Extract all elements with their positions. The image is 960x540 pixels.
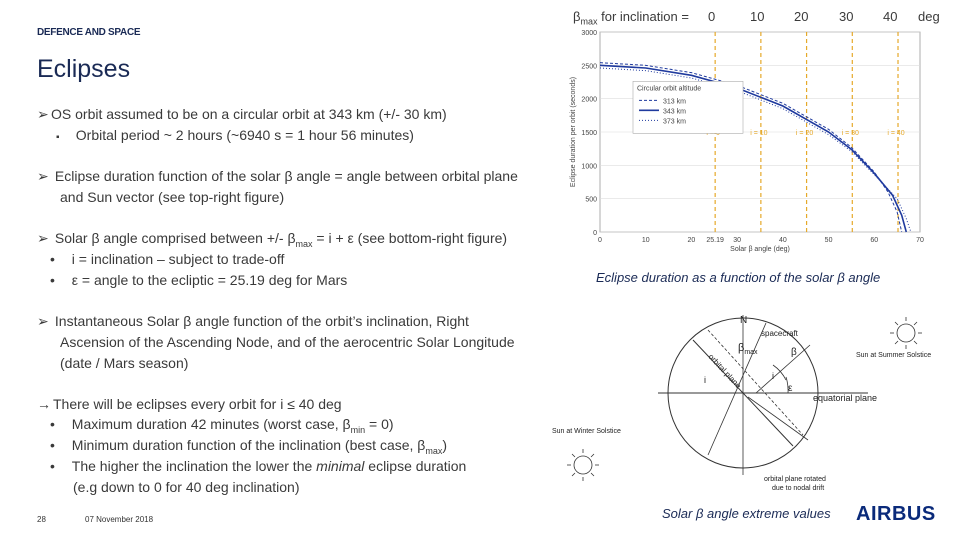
- bullet-eclipses-every-orbit: [37, 394, 342, 415]
- brand-label: DEFENCE AND SPACE: [37, 27, 141, 38]
- spacecraft-label: spacecraft: [761, 329, 798, 338]
- emphasis-text: minimal: [316, 458, 365, 474]
- subscript: max: [295, 238, 313, 249]
- bullet-text: = i + ε (see bottom-right figure): [312, 230, 508, 246]
- inclination-i-label: i: [772, 371, 774, 381]
- diagram-caption: Solar β angle extreme values: [662, 506, 831, 521]
- north-label: N: [740, 315, 748, 326]
- bullet-text: Minimum duration function of the inclination (best case, β: [71, 437, 426, 453]
- y-tick-label: 2000: [581, 96, 597, 104]
- subscript: max: [580, 16, 598, 27]
- inclination-i-label: i: [704, 375, 706, 385]
- sub-bullet-inclination: [50, 249, 284, 270]
- bullet-text-cont: Ascension of the Ascending Node, and of the aerocentric Solar Longitude: [60, 334, 515, 350]
- bullet-instantaneous: [37, 311, 469, 332]
- legend-entry: 313 km: [663, 98, 686, 106]
- legend-entry: 373 km: [663, 118, 686, 126]
- y-tick-label: 0: [593, 230, 597, 237]
- beta-label: β: [791, 347, 797, 358]
- dot-bullet-icon: •: [50, 416, 55, 432]
- subscript: max: [425, 445, 443, 456]
- inclination-vline-label: i = 10: [750, 130, 768, 137]
- inclination-value: 40: [883, 9, 898, 24]
- rotated-plane-label: orbital plane rotated: [764, 476, 826, 483]
- bullet-text: There will be eclipses every orbit for i ≤ 40 deg: [53, 396, 342, 412]
- x-tick-label: 10: [641, 237, 650, 244]
- dot-bullet-icon: •: [50, 272, 55, 288]
- x-tick-label: 0: [598, 237, 602, 244]
- y-tick-label: 500: [585, 196, 597, 204]
- x-tick-label: 50: [824, 237, 833, 244]
- y-tick-label: 1500: [581, 130, 597, 137]
- x-axis-label: Solar β angle (deg): [730, 246, 790, 253]
- bullet-text: i = inclination – subject to trade-off: [71, 251, 285, 267]
- sun-ray-line: [756, 345, 810, 393]
- bullet-text: Eclipse duration function of the solar β angle = angle between orbital plane: [54, 168, 518, 184]
- inclination-value: 30: [839, 9, 854, 24]
- y-tick-label: 2500: [581, 63, 597, 71]
- inclination-unit: deg: [918, 9, 940, 24]
- epsilon-label: ε: [788, 383, 793, 394]
- y-tick-label: 3000: [581, 30, 597, 37]
- arrow-bullet-icon: ➢: [37, 168, 49, 184]
- subscript: min: [350, 424, 366, 435]
- bullet-orbit: [37, 104, 447, 125]
- beta-angle-diagram: [548, 305, 948, 500]
- bullet-text: eclipse duration: [364, 458, 467, 474]
- bullet-text: ε = angle to the ecliptic = 25.19 deg for Mars: [71, 272, 348, 288]
- inclination-value: 20: [794, 9, 809, 24]
- bullet-text: Orbital period ~ 2 hours (~6940 s = 1 hour 56 minutes): [75, 127, 414, 143]
- logo-text: AIRBUS: [856, 503, 936, 525]
- dot-bullet-icon: •: [50, 437, 55, 453]
- bullet-text: ): [442, 437, 448, 453]
- label-text: for inclination =: [597, 9, 689, 24]
- sun-summer-label: Sun at Summer Solstice: [856, 352, 932, 359]
- sun-winter-icon: [567, 449, 599, 481]
- equatorial-plane-label: equatorial plane: [813, 393, 878, 403]
- dot-bullet-icon: •: [50, 458, 55, 474]
- page-title: Eclipses: [37, 55, 131, 83]
- sun-ray-line: [748, 397, 808, 440]
- x-tick-label: 30: [733, 237, 742, 244]
- inclination-value: 10: [750, 9, 765, 24]
- bullet-text: The higher the inclination the lower the: [71, 458, 317, 474]
- x-tick-label: 60: [870, 237, 879, 244]
- label-text: β: [573, 9, 581, 24]
- beta-max-label: $\beta_{max}$: [738, 342, 758, 356]
- arrow-bullet-icon: ➢: [37, 313, 49, 329]
- airbus-logo: [856, 503, 936, 526]
- dot-bullet-icon: •: [50, 251, 55, 267]
- square-bullet-icon: ▪: [56, 132, 60, 143]
- bullet-text: Maximum duration 42 minutes (worst case, β: [71, 416, 351, 432]
- bullet-eclipse-duration: [37, 166, 518, 187]
- y-tick-label: 1000: [581, 163, 597, 171]
- bullet-text-cont: (e.g down to 0 for 40 deg inclination): [73, 479, 300, 495]
- sub-bullet-ecliptic: [50, 270, 347, 291]
- x-tick-label: 25.19: [706, 237, 724, 244]
- inclination-vline-label: i = 30: [841, 130, 859, 137]
- legend-entry: 343 km: [663, 108, 686, 116]
- bullet-text: Solar β angle comprised between +/- β: [54, 230, 296, 246]
- x-tick-label: 40: [778, 237, 787, 244]
- sub-bullet-period: [56, 125, 414, 148]
- x-tick-label: 70: [916, 237, 924, 244]
- footer-date: 07 November 2018: [85, 515, 154, 524]
- right-arrow-icon: →: [37, 396, 51, 412]
- y-axis-label: Eclipse duration per orbit (seconds): [570, 76, 577, 188]
- inclination-vline-label: i = 40: [887, 130, 905, 137]
- inclination-vline-label: i = 20: [795, 130, 814, 137]
- bullet-text: Instantaneous Solar β angle function of the orbit’s inclination, Right: [54, 313, 469, 329]
- sun-summer-icon: [890, 317, 922, 349]
- x-tick-label: 20: [687, 237, 696, 244]
- bullet-text-cont: (date / Mars season): [60, 355, 189, 371]
- inclination-value: 0: [708, 9, 716, 24]
- bullet-text-cont: and Sun vector (see top-right figure): [60, 189, 285, 205]
- bullet-text: = 0): [365, 416, 394, 432]
- chart-caption: Eclipse duration as a function of the solar β angle: [596, 270, 881, 285]
- legend-title: Circular orbit altitude: [637, 85, 702, 93]
- eclipse-duration-chart: [565, 22, 937, 264]
- sun-winter-label: Sun at Winter Solstice: [552, 428, 621, 435]
- orbital-plane-label: orbital plane: [706, 352, 743, 391]
- bullet-text: OS orbit assumed to be on a circular orbit at 343 km (+/- 30 km): [51, 106, 447, 122]
- arrow-bullet-icon: ➢: [37, 106, 49, 122]
- rotated-plane-label: due to nodal drift: [772, 485, 825, 492]
- arrow-bullet-icon: ➢: [37, 230, 49, 246]
- sub-bullet-higher-inclination: [50, 456, 466, 477]
- page-number: 28: [37, 515, 46, 524]
